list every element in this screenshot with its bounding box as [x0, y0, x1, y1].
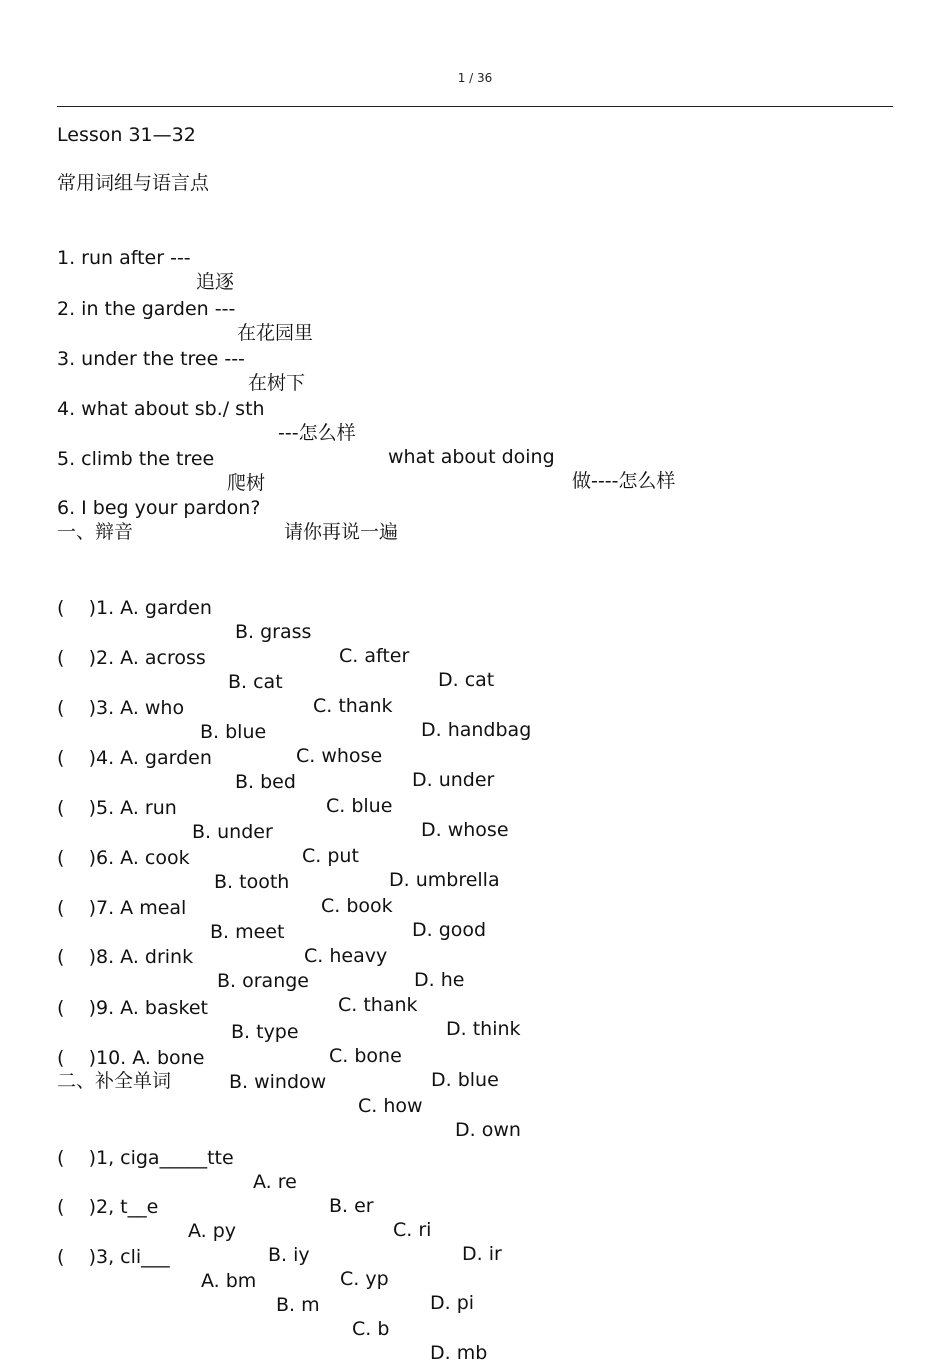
section-two-heading: 二、补全单词 [57, 1070, 172, 1092]
page-number: 1 / 36 [457, 71, 493, 85]
question-row: ( )9. A. basket B. type C. bone D. blue [57, 997, 499, 1091]
question-row: ( )8. A. drink B. orange C. thank D. think [57, 946, 521, 1040]
question-row: ( )2, t__e A. py B. iy C. yp D. pi [57, 1196, 475, 1314]
phrase-item: 3. under the tree --- 在树下 [57, 348, 306, 394]
section-one-heading: 一、辩音 [57, 521, 134, 543]
phrase-item: 4. what about sb./ sth ---怎么样 what about doing 做----怎么样 [57, 398, 676, 492]
question-row: ( )3, cli___ A. bm B. m C. b D. mb [57, 1246, 488, 1364]
question-row: ( )5. A. run B. under C. put D. umbrella [57, 797, 500, 891]
lesson-title: Lesson 31—32 [57, 124, 196, 146]
section-phrases-heading: 常用词组与语言点 [57, 172, 210, 194]
phrase-item: 1. run after --- 追逐 [57, 247, 235, 293]
question-row: ( )1. A. garden B. grass C. after D. cat [57, 597, 495, 691]
question-row: ( )1, ciga_____tte A. re B. er C. ri D. ir [57, 1147, 502, 1265]
question-row: ( )2. A. across B. cat C. thank D. handbag [57, 647, 532, 741]
phrase-item: 5. climb the tree 爬树 [57, 448, 266, 494]
phrase-item: 2. in the garden --- 在花园里 [57, 298, 314, 344]
question-row: ( )10. A. bone B. window C. how D. own [57, 1047, 521, 1141]
question-row: ( )7. A meal B. meet C. heavy D. he [57, 897, 465, 991]
header-divider [57, 106, 893, 107]
question-row: ( )3. A. who B. blue C. whose D. under [57, 697, 495, 791]
phrase-item: 6. I beg your pardon? 请你再说一遍 [57, 497, 399, 543]
question-row: ( )4. A. garden B. bed C. blue D. whose [57, 747, 509, 841]
question-row: ( )6. A. cook B. tooth C. book D. good [57, 847, 487, 941]
